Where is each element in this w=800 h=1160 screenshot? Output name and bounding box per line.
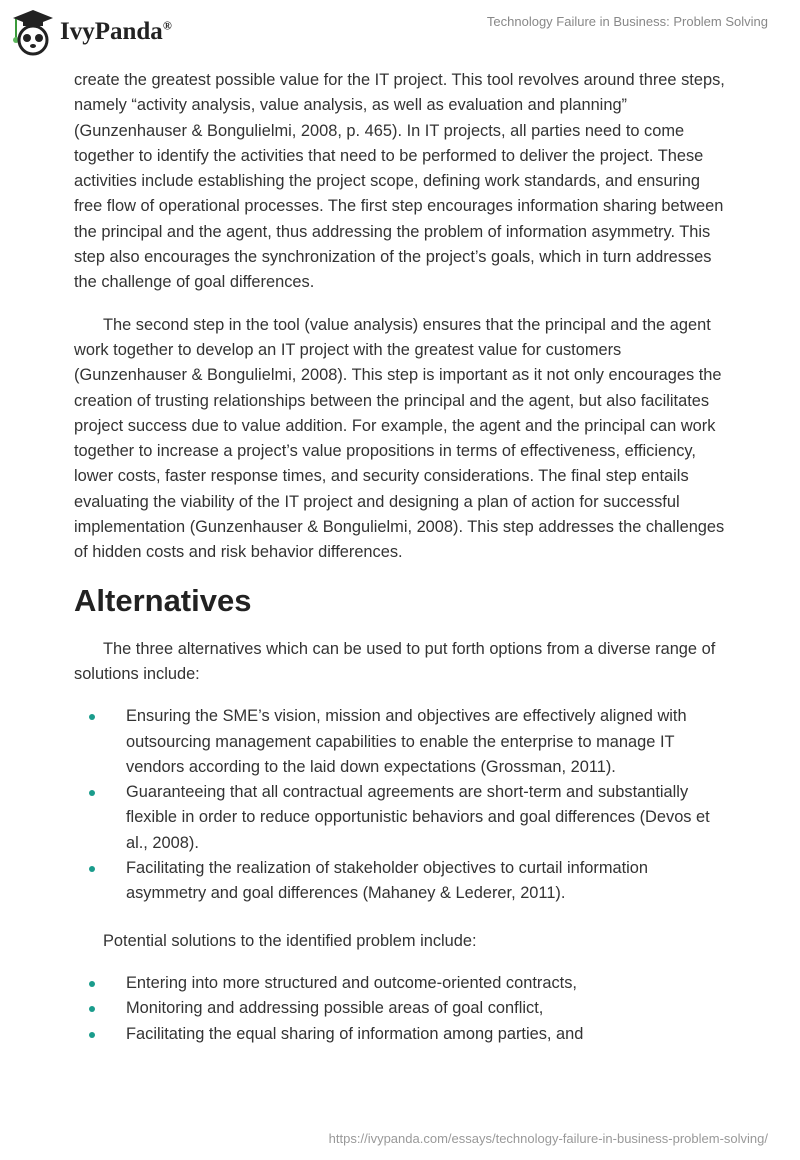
list-item <box>74 1022 730 1047</box>
paragraph: create the greatest possible value for the IT project. This tool revolves around three steps, namely “activity analysis, value analysis, as well as evaluation and planning” (Gunzenhauser & Bongulielmi, 2008, p. 465). In IT projects, all parties need to come together to identify the activities that need to be performed to deliver the project. These activities include establishing the project scope, defining work standards, and ensuring free flow of operational processes. The first step encourages information sharing between the principal and the agent, thus addressing the problem of information asymmetry. This step also encourages the synchronization of the project’s goals, which in turn addresses the challenge of goal differences. <box>74 71 725 292</box>
list-item <box>74 856 730 907</box>
solutions-list <box>74 971 730 1047</box>
list-item-text: Facilitating the equal sharing of information among parties, and <box>126 1024 584 1043</box>
header <box>0 0 800 60</box>
article-body <box>74 68 730 1059</box>
alternatives-list <box>74 704 730 906</box>
list-item <box>74 780 730 856</box>
bullet-icon <box>89 790 95 796</box>
brand-name: IvyPanda <box>60 18 163 45</box>
list-item-text: Ensuring the SME’s vision, mission and objectives are effectively aligned with outsourcing management capabilities to enable the enterprise to manage IT vendors according to the laid down expectations (Grossman, 2011). <box>126 707 687 776</box>
bullet-icon <box>89 1006 95 1012</box>
alternatives-intro: The three alternatives which can be used to put forth options from a diverse range of solutions include: <box>74 639 716 683</box>
bullet-icon <box>89 866 95 872</box>
list-item-text: Monitoring and addressing possible areas of goal conflict, <box>126 999 544 1018</box>
document-title: Technology Failure in Business: Problem Solving <box>486 14 768 29</box>
list-item-text: Entering into more structured and outcome-oriented contracts, <box>126 973 577 992</box>
bullet-icon <box>89 1032 95 1038</box>
list-item <box>74 971 730 996</box>
paragraph: The second step in the tool (value analysis) ensures that the principal and the agent work together to develop an IT project with the greatest value for customers (Gunzenhauser & Bongulielmi, 2008). This step is important as it not only encourages the creation of trusting relationships between the principal and the agent, but also facilitates project success due to value addition. For example, the agent and the principal can work together to increase a project’s value propositions in terms of effectiveness, efficiency, lower costs, faster response times, and security considerations. The final step entails evaluating the viability of the IT project and designing a plan of action for successful implementation (Gunzenhauser & Bongulielmi, 2008). This step addresses the challenges of hidden costs and risk behavior differences. <box>74 315 725 562</box>
list-item <box>74 996 730 1021</box>
section-heading: Alternatives <box>74 582 252 618</box>
bullet-icon <box>89 714 95 720</box>
logo[interactable] <box>12 8 172 56</box>
panda-logo-icon <box>12 8 54 56</box>
solutions-intro: Potential solutions to the identified problem include: <box>103 931 477 950</box>
source-url[interactable]: https://ivypanda.com/essays/technology-failure-in-business-problem-solving/ <box>328 1131 768 1146</box>
list-item-text: Guaranteeing that all contractual agreements are short-term and substantially flexible in order to reduce opportunistic behaviors and goal differences (Devos et al., 2008). <box>126 783 710 852</box>
registered-mark: ® <box>162 18 172 33</box>
list-item <box>74 704 730 780</box>
bullet-icon <box>89 981 95 987</box>
list-item-text: Facilitating the realization of stakeholder objectives to curtail information asymmetry and goal differences (Mahaney & Lederer, 2011). <box>126 859 649 903</box>
